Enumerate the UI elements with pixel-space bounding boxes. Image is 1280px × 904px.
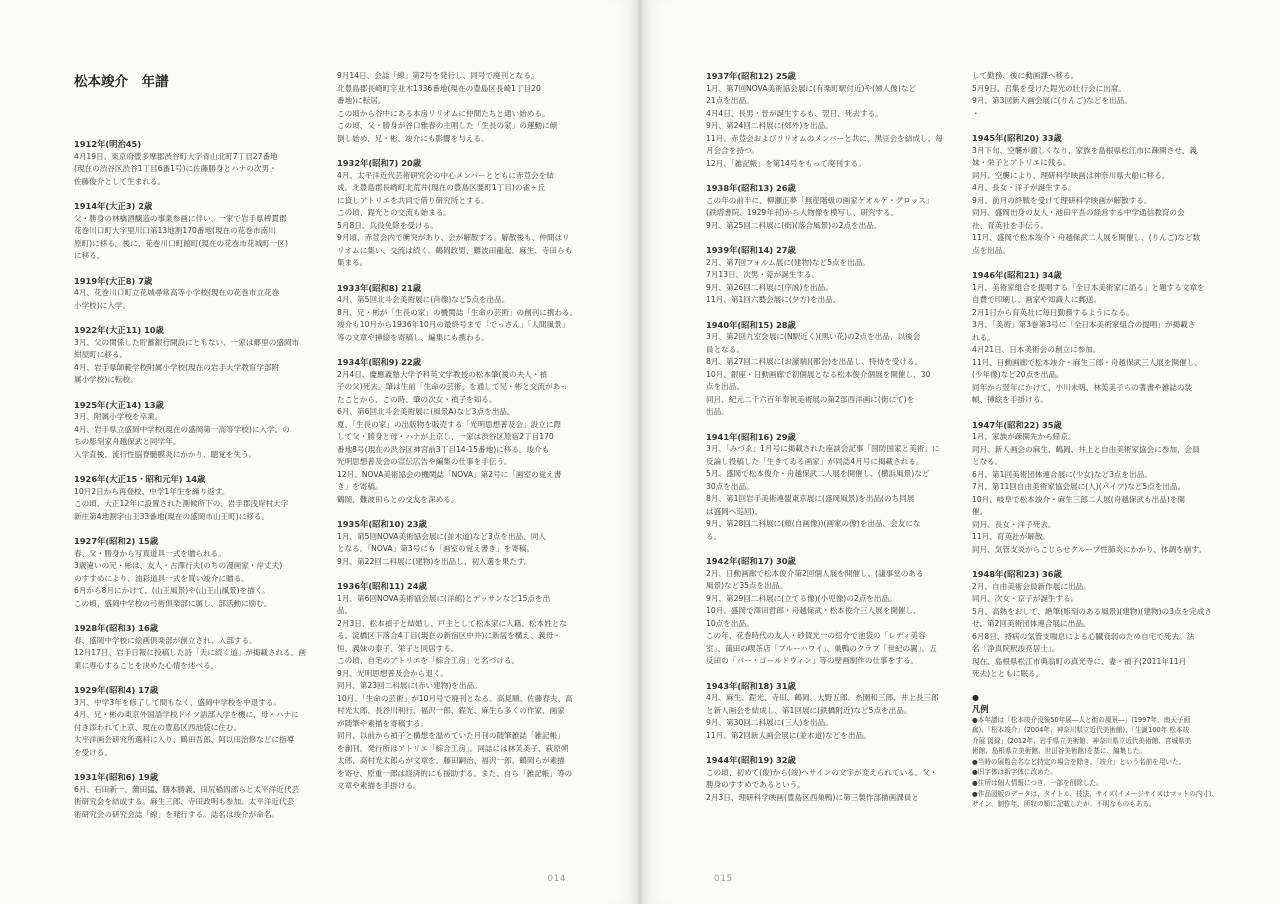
entry-year: 1936年(昭和11) 24歳	[337, 581, 427, 591]
entry-line: 2月4日、慶應義塾大学予科英文学教授の松本肇(後の夫人・禎	[337, 369, 548, 379]
entry-line: して父・勝身と母・ハナが上京し、一家は渋谷区原宿2丁目170	[337, 432, 554, 441]
entry-line: 竣介も10月から1936年10月の最終号まで「でっさん」「人間風景」	[337, 320, 570, 329]
entry-text	[706, 195, 974, 233]
entry-line: この頃、鋥光との交流も始まる。	[337, 208, 451, 217]
entry-line: この頃、父・勝身が谷口雅春の主唱した「生長の家」の運動に傾	[337, 121, 558, 130]
entry-text	[972, 581, 1240, 681]
entry-line: 催。	[972, 507, 988, 516]
entry-line: この年の前半に、柳瀬正夢「無産階級の画家ゲオルゲ・グロッス」	[706, 195, 934, 205]
chronology-entry	[706, 754, 974, 804]
chronology-entry	[74, 771, 342, 821]
entry-year: 1935年(昭和10) 23歳	[337, 519, 427, 529]
entry-line: 倒し始め、兄・彬、竣介にも影響を与える。	[337, 133, 489, 143]
entry-line: 5月9日、召集を受けた鋥光の壮行会に出席。	[972, 83, 1126, 93]
entry-line: 付き添われて上京、現在の豊島区西池袋に住む。	[74, 722, 242, 732]
entry-line: 10月、盛岡で澤田哲郎・舟越保武・松本俊介三人展を開催し、	[706, 606, 921, 615]
entry-line: 員となる。	[706, 344, 744, 354]
entry-line: リオムに集い、交流は続く。鶴岡政男、難波田龍起、麻生、寺田らも	[337, 245, 573, 255]
entry-line: 恒、義妹の泰子、栄子と同居する。	[337, 643, 459, 653]
entry-text	[972, 282, 1240, 407]
entry-line: 佐藤俊介として生まれる。	[74, 176, 166, 186]
entry-text	[706, 692, 974, 742]
right-page-column-1	[706, 70, 974, 816]
entry-text	[74, 287, 342, 312]
entry-line: 7月、第11回自由美術家協会展に(人)(パイプ)など5点を出品。	[972, 482, 1186, 491]
entry-line: 12月、「雑記帳」を第14号をもって廃刊する。	[706, 158, 866, 168]
entry-line: 成。北豊島郡長崎町北荒井(現在の豊島区要町1丁目)の雀ヶ丘	[337, 183, 546, 192]
entry-line: れる。	[972, 332, 995, 342]
legend-line: ●当時の展覧会名など特定の場合を除き、「竣介」という名前を用いた。	[972, 757, 1186, 766]
left-page	[0, 0, 638, 904]
entry-year: 1929年(昭和4) 17歳	[74, 685, 159, 695]
entry-line: (現在の渋谷区渋谷1丁目6番1号)に佐藤勝身とハナの次男・	[74, 164, 277, 173]
entry-line: 番地8号(現在の渋谷区神宮前3丁目14-15番地)に移る。竣介も	[337, 444, 550, 454]
chronology-entry	[972, 70, 1240, 120]
entry-line: 紺屋町に移る。	[74, 350, 128, 359]
entry-line: 点を出品。	[972, 245, 1010, 255]
entry-year: 1912年(明治45)	[74, 139, 142, 149]
entry-line: たことから、この時、肇の次女・禎子を知る。	[337, 394, 497, 404]
chronology-entry	[74, 200, 342, 263]
entry-line: 9月、第30回二科展に(三人)を出品。	[706, 718, 833, 727]
entry-text	[74, 411, 342, 461]
entry-line: 4月、太平洋近代芸術研究会の中心メンバーとともに赤荳会を結	[337, 170, 554, 180]
entry-line: 21点を出品。	[706, 96, 754, 105]
entry-line: 品。	[337, 606, 353, 615]
entry-text	[706, 443, 974, 543]
entry-line: ちの彫刻家舟越保武と同学年。	[74, 437, 181, 446]
entry-line: この頃、自宅のアトリエを「綜合工房」と名づける。	[337, 656, 520, 665]
entry-line: 9月、第26回二科展に(序説)を出品。	[706, 282, 833, 292]
entry-line: 同月、次女・京子が誕生する。	[972, 594, 1079, 603]
entry-line: を寄せ、原重一郎は経済的にも援助する。また、自ら「雑記帳」等の	[337, 768, 573, 778]
entry-line: 社、育英社を手伝う。	[972, 220, 1048, 230]
entry-line: この頃から谷中にある本房リリオムに仲間たちと通い始める。	[337, 108, 550, 118]
entry-line: 4月21日、日本美術会の創立に参加。	[972, 345, 1101, 354]
entry-line: 2月、自由美術会員新作展に出品。	[972, 581, 1091, 591]
entry-line: 12月17日、岩手日報に投稿した詩「天に続く道」が掲載される。画	[74, 648, 306, 657]
entry-year: 1919年(大正8) 7歳	[74, 275, 153, 286]
entry-text	[972, 70, 1240, 120]
entry-year: 1928年(昭和3) 16歳	[74, 623, 159, 633]
entry-line: 集まる。	[337, 258, 368, 267]
entry-line: き」を寄稿。	[337, 482, 383, 491]
entry-line: 6月8日、持病の気管支喘息による心臓衰弱のため自宅で死去。法	[972, 631, 1195, 641]
entry-text	[337, 531, 605, 569]
entry-line: 光明思想普及会の宣伝広告や編集の仕事を手伝う。	[337, 457, 512, 466]
legend-section	[972, 693, 1240, 810]
entry-line: 9月、光明思想普及会から退く。	[337, 668, 448, 678]
entry-line: 2月3日、松本禎子と結婚し、戸主として松本家に入籍、松本姓とな	[337, 618, 567, 628]
entry-line: 9月、第3回新人画会展に(りんご)などを出品。	[972, 96, 1132, 105]
entry-line: 8月、第27回二科展に(お濠端)(都会)を出品し、特待を受ける。	[706, 357, 923, 366]
entry-line: を受ける。	[74, 747, 112, 757]
entry-line: 同月、第23回二科展に(赤い建物)を出品。	[337, 681, 482, 690]
entry-line: 5月、高熱をおして、絶筆(彫刻のある風景)(建物)(建物)の3点を完成さ	[972, 606, 1212, 616]
entry-line: 9月、第22回二科展に(建物)を出品し、初入選を果たす。	[337, 556, 532, 566]
legend-line: 廊)、「松本竣介」(2004年、神奈川県立近代美術館)、「生誕100年 松本竣	[972, 726, 1190, 735]
entry-line: 室」、蒲田の喫茶店「ブルーハワイ」、巣鴨のクラブ「世紀の翼」、五	[706, 643, 937, 653]
entry-year: 1931年(昭和6) 19歳	[74, 772, 159, 782]
chronology-entry	[706, 431, 974, 544]
left-page-column-1	[74, 70, 342, 833]
legend-line: ●旧字体は新字体に改めた。	[972, 768, 1057, 777]
entry-line: 4月、兄・彬の東京外国語学校ドイツ語部入学を機に、母・ハナに	[74, 710, 299, 719]
entry-line: 番地)に転居。	[337, 96, 386, 105]
entry-line: 9月、第28回二科展に(顔(自画像))(画家の像)を出品、会友にな	[706, 519, 921, 528]
entry-line: 子の父)死去。肇は生前「生命の芸術」を通して兄・彬と交流があっ	[337, 382, 568, 391]
page-number: 014	[547, 874, 566, 884]
entry-line: 30点を出品。	[706, 481, 754, 491]
entry-line: に貸しアトリエを共同で借り研究所とする。	[337, 195, 489, 205]
entry-line: 8月、第1回岩手美術連盟東京展に(盛岡風景)を出品(のち同展	[706, 494, 915, 503]
chronology-entry	[706, 680, 974, 743]
entry-line: 等の文章や挿絵を寄稿し、編集にも携わる。	[337, 332, 489, 342]
entry-year: 1934年(昭和9) 22歳	[337, 357, 422, 367]
entry-line: 点を出品。	[706, 382, 744, 391]
entry-line: 3月、「美術」第3巻第3号に「全日本美術家組合の提唱」が掲載さ	[972, 320, 1196, 329]
entry-line: 4月、岩手県師範学校附属小学校(現在の岩手大学教育学部附	[74, 362, 280, 372]
entry-line: 3月、「みづゑ」1月号に掲載された座談会記事「国防国家と美術」に	[706, 444, 940, 453]
entry-line: この年、花巻時代の友人・砂賀光一の紹介で池袋の「レディ美容	[706, 631, 926, 640]
entry-line: 入学直後、流行性脳脊髄膜炎にかかり、聴覚を失う。	[74, 449, 257, 459]
right-page	[642, 0, 1280, 904]
entry-year: 1946年(昭和21) 34歳	[972, 270, 1062, 280]
entry-line: と新人画会を結成し、第1回展に(鉄橋附近)など5点を出品。	[706, 705, 912, 715]
entry-line: 9月、第25回二科展に(街)(落合風景)の2点を出品。	[706, 220, 882, 230]
chronology-entry	[74, 473, 342, 523]
legend-line: ●住所は個人情報につき、一部を削除した。	[972, 779, 1103, 788]
entry-line: 春、盛岡中学校に絵画倶楽部が創立され、入部する。	[74, 635, 257, 645]
entry-line: (少年像)など20点を出品。	[972, 370, 1064, 379]
entry-line: る。淀橋区下落合4丁目(現在の新宿区中井)に新居を構え、義母・	[337, 631, 561, 640]
entry-line: 12月、NOVA美術協会の機関誌「NOVA」第2号に「画室の覚え書	[337, 469, 562, 479]
entry-line: 現在、島根県松江市典翁町の真光寺に、妻・禎子(2011年11月	[972, 656, 1187, 666]
entry-line: 名「浄真院釈竣亮居士」。	[972, 644, 1060, 653]
entry-text	[706, 331, 974, 419]
entry-line: 4月、第5回北斗会美術展に(肖像)など5点を出品。	[337, 295, 510, 304]
entry-line: 術研究会の研究会誌「線」を発行する。誌名は竣介が命名。	[74, 809, 280, 819]
entry-line: 小学校)に入学。	[74, 300, 131, 310]
chronology-entry	[972, 419, 1240, 557]
chronology-entry	[74, 275, 342, 313]
entry-text	[706, 83, 974, 171]
entry-line: 妹・栄子とアトリエに残る。	[972, 158, 1071, 167]
entry-year: 1942年(昭和17) 30歳	[706, 556, 796, 566]
entry-line: 1月、第6回NOVA美術協会展に(洋館)とデッサンなど15点を出	[337, 593, 551, 603]
entry-line: 鶴岡、難波田らとの交友を深める。	[337, 494, 459, 504]
entry-line: る。	[706, 531, 722, 541]
entry-line: 同月、新人画会の麻生、鶴岡、井上と自由美術家協会に参加、会員	[972, 444, 1200, 454]
entry-line: して勤務、後に動画課へ移る。	[972, 71, 1079, 80]
chronology-entry	[74, 684, 342, 759]
entry-text	[972, 145, 1240, 258]
chronology-entry	[337, 356, 605, 506]
right-page-column-2	[972, 70, 1240, 810]
entry-line: を創刊。発行所はアトリエ「綜合工房」。同誌には林芙美子、萩原朔	[337, 743, 569, 753]
chronology-entry	[337, 580, 605, 793]
entry-line: 4月、花巻川口町立花城尋常高等小学校(現在の花巻市立花巻	[74, 288, 280, 297]
entry-line: 村光太郎、長谷川利行、福沢一郎、鋥光、麻生ら多くの作家、画家	[337, 706, 565, 715]
entry-year: 1947年(昭和22) 35歳	[972, 419, 1062, 430]
entry-line: 出品。	[706, 407, 729, 416]
entry-line: 11月、第2回新人画会展に(並木道)などを出品。	[706, 730, 871, 740]
entry-line: 4月4日、長男・晉が誕生するも、翌日、死去する。	[706, 108, 883, 118]
entry-line: (鉄塔書院、1929年刊)から人物像を模写し、研究する。	[706, 208, 899, 217]
entry-line: 同月、長女・洋子死去。	[972, 519, 1056, 529]
entry-year: 1940年(昭和15) 28歳	[706, 319, 796, 330]
legend-line: ●本年譜は「松本竣介没後50年展―人と街の風景―」(1997年、南天子画	[972, 715, 1191, 724]
legend-line: 介展 図録」(2012年、岩手県立美術館、神奈川県立近代美術館、宮城県美	[972, 736, 1192, 745]
entry-line: 11月、赤荳会およびリリオムのメンバーと共に、黒豆会を結成し、毎	[706, 133, 943, 143]
entry-line: 同月、以前から禎子と構想を温めていた月刊の随筆雑誌「雑記帳」	[337, 731, 565, 740]
entry-line: 反論し投稿した「生きてゐる画家」が同誌4月号に掲載される。	[706, 456, 924, 466]
entry-line: 10月2日から再登校、中学1年生を繰り返す。	[74, 486, 230, 496]
entry-line: 3月、附属小学校を卒業。	[74, 412, 163, 421]
entry-line: 2月3日、理研科学映画(豊島区西巣鴨)に第三製作部描画課員と	[706, 792, 920, 802]
entry-year: 1932年(昭和7) 20歳	[337, 158, 422, 168]
entry-year: 1948年(昭和23) 36歳	[972, 569, 1062, 579]
entry-text	[337, 170, 605, 270]
entry-line: 勝身のすすめであるという。	[706, 780, 805, 789]
entry-text	[337, 70, 605, 145]
entry-year: 1941年(昭和16) 29歳	[706, 431, 796, 442]
chronology-entry	[706, 555, 974, 668]
entry-year: 1922年(大正11) 10歳	[74, 325, 164, 335]
entry-line: 6月、第6回北斗会美術展に(風景A)など3点を出品。	[337, 407, 515, 416]
entry-line: ・	[972, 108, 980, 118]
entry-line: 4月、麻生、鋥光、寺田、鶴岡、大野五郎、糸園和三郎、井上長三郎	[706, 693, 939, 702]
entry-line: 3月、第2回九室会展に(N駅近く)(黒い花)の2点を出品、以後会	[706, 332, 921, 341]
entry-line: 10月、「生命の芸術」が10月号で廃刊となる。高見順、佐藤春夫、高	[337, 693, 573, 703]
entry-text	[337, 369, 605, 507]
entry-text	[706, 568, 974, 668]
chronology-entry	[74, 622, 342, 672]
entry-line: 花巻川口町大字里川口第13地割170番地(現在の花巻市南川	[74, 226, 276, 235]
entry-line: 術研究会を結成する。麻生三郎、寺田政明も参加。太平洋近代芸	[74, 797, 295, 806]
entry-year: 1926年(大正15・昭和元年) 14歳	[74, 474, 206, 484]
entry-line: この頃、初めて(俊)から(竣)へサインの文字が変えられている。父・	[706, 767, 938, 777]
entry-year: 1944年(昭和19) 32歳	[706, 755, 796, 765]
entry-line: 3歳違いの兄・彬は、友人・古澤行夫(のちの漫画家・岸丈夫)	[74, 561, 283, 570]
entry-year: 1938年(昭和13) 26歳	[706, 183, 796, 193]
page-title: 松本竣介 年譜	[74, 74, 169, 90]
entry-line: 10月、銀座・日動画廊で初個展となる松本俊介個展を開催し、30	[706, 369, 931, 379]
entry-line: 同月、空襲により、理研科学映画は神奈川県大船に移る。	[972, 170, 1170, 180]
entry-line: 業に専心することを決めた心情を述べる。	[74, 660, 219, 670]
entry-line: 1月、美術家組合を提唱する「全日本美術家に諮る」と題する文章を	[972, 282, 1205, 292]
entry-line: 死去)とともに眠る。	[972, 669, 1044, 678]
entry-text	[972, 431, 1240, 556]
entry-text	[74, 486, 342, 524]
entry-line: 2月、日動画廊で松本俊介第2回個人展を開催し、(議事堂のある	[706, 568, 924, 578]
entry-line: 11月、盛岡で松本竣介・舟越保武二人展を開催し、(りんご)など数	[972, 233, 1201, 242]
entry-line: 9月、第29回二科展に(立てる像)(小児像)の2点を出品。	[706, 593, 897, 603]
entry-line: 3月、中学3年を修了して間もなく、盛岡中学校を中退する。	[74, 697, 281, 707]
chronology-entry	[972, 269, 1240, 407]
entry-line: 1月、第7回NOVA美術協会展に(有楽町駅付近)や(婦人像)など	[706, 83, 917, 93]
entry-line: 1月、家族が疎開先から帰京。	[972, 432, 1076, 441]
chronology-entry	[706, 182, 974, 232]
entry-line: となる。「NOVA」第3号にも「画室の覚え書き」を寄稿。	[337, 544, 535, 553]
entry-text	[337, 593, 605, 793]
entry-text	[74, 635, 342, 673]
entry-line: 同月、気管支炎からこじらせクループ性肺炎にかかり、体調を崩す。	[972, 544, 1206, 554]
entry-line: 4月19日、東京府豊多摩郡渋谷町大字青山北町7丁目27番地	[74, 151, 278, 161]
entry-line: 2月1日から育英社に毎日勤務するようになる。	[972, 307, 1134, 317]
entry-line: 北豊島郡長崎町字並木1336番地(現在の豊島区長崎1丁目20	[337, 83, 541, 93]
entry-line: 月会合を持つ。	[706, 146, 759, 155]
entry-year: 1939年(昭和14) 27歳	[706, 245, 796, 255]
entry-line: 11月、日動画廊で松本竣介・麻生三郎・舟越保武三人展を開催し、	[972, 357, 1202, 367]
entry-line: 5月、盛岡で松本俊介・舟越保武二人展を開催し、(横浜風景)など	[706, 469, 930, 478]
entry-text	[706, 767, 974, 805]
entry-year: 1945年(昭和20) 33歳	[972, 133, 1062, 143]
entry-line: 属小学校)に転校。	[74, 375, 138, 384]
entry-line: 4月、岩手県立盛岡中学校(現在の盛岡第一高等学校)に入学。の	[74, 424, 290, 434]
entry-line: 7月13日、次男・莞が誕生する。	[706, 270, 820, 279]
entry-line: 11月、育英社が解散。	[972, 532, 1051, 541]
entry-text	[74, 784, 342, 822]
entry-line: 11月、第1回六藝会展に(夕方)を出品。	[706, 295, 841, 304]
entry-line: この頃、大正12年に設置された測候所下の、岩手郡浅岸村大字	[74, 499, 289, 508]
entry-year: 1914年(大正3) 2歳	[74, 201, 153, 211]
chronology-entry	[74, 399, 342, 462]
entry-line: 反田の「バー・ゴールドウィン」等の壁画制作の仕事をする。	[706, 656, 919, 665]
entry-line: この頃、盛岡中学校の弓術倶楽部に属し、部活動に励む。	[74, 598, 272, 608]
entry-text	[74, 548, 342, 611]
entry-line: 風景)など35点を出品。	[706, 581, 787, 590]
entry-line: に移る。	[74, 251, 105, 260]
chronology-entry	[972, 132, 1240, 257]
entry-year: 1933年(昭和8) 21歳	[337, 282, 422, 293]
entry-text	[74, 337, 342, 387]
legend-bullet: ●	[972, 692, 979, 702]
entry-year: 1925年(大正14) 13歳	[74, 399, 164, 410]
entry-line: が随筆や素描を寄稿する。	[337, 718, 429, 728]
legend-line: ●作品図版のデータは、タイトル、技法、サイズ(イメージサイズはマットの内寸)、	[972, 789, 1219, 798]
chronology-entry	[972, 568, 1240, 681]
entry-line: となる。	[972, 457, 1003, 466]
entry-year: 1937年(昭和12) 25歳	[706, 71, 796, 81]
legend-title: 凡例	[972, 703, 989, 714]
entry-line: 幀、挿絵を手掛ける。	[972, 395, 1048, 404]
entry-line: 8月、兄・彬が「生長の家」の機関誌「生命の芸術」の創刊に携わる。	[337, 307, 578, 317]
entry-text	[337, 294, 605, 344]
entry-line: 自費で印刷し、画家や知識人に郵送。	[972, 295, 1102, 304]
entry-year: 1943年(昭和18) 31歳	[706, 680, 796, 691]
chronology-entry	[74, 535, 342, 610]
chronology-entry	[74, 138, 342, 188]
entry-text	[74, 697, 342, 760]
entry-text	[74, 151, 342, 189]
entry-line: 太郎、高村光太郎らが文章を、藤田嗣治、福沢一郎、鶴岡らが素描	[337, 756, 565, 765]
entry-line: 同月、盛岡出身の友人・池田平吾の経営する中学通信教育の会	[972, 208, 1185, 217]
entry-line: 夏、「生長の家」の出版物を販売する「光明思想普及会」設立に際	[337, 419, 562, 429]
chronology-entry	[337, 282, 605, 345]
entry-line: 原町)に移る。後に、花巻川口町館町(現在の花巻市花城町一区)	[74, 238, 288, 248]
chronology-entry	[337, 518, 605, 568]
entry-line: は盛岡へ巡回)。	[706, 506, 763, 516]
entry-year: 1927年(昭和2) 15歳	[74, 536, 159, 546]
entry-line: 同年から翌年にかけて、小川未明、林芙美子らの著書や雑誌の装	[972, 382, 1193, 392]
page-number: 015	[714, 874, 733, 884]
entry-line: 3月、父の関係した貯蓄銀行開設にともない、一家は郷里の盛岡市	[74, 337, 300, 347]
entry-line: 10月、岐阜で松本竣介・麻生三郎二人展(舟越保武も出品)を開	[972, 494, 1186, 504]
entry-line: 春、父・勝身から写真道具一式を贈られる。	[74, 548, 226, 558]
entry-text	[706, 257, 974, 307]
entry-line: 同月、紀元二千六百年奉祝美術展の第2部西洋画に(街にて)を	[706, 394, 915, 404]
entry-line: 10点を出品。	[706, 618, 754, 628]
entry-line: 6月、第1回美術団体連合展に(少女)など3点を出品。	[972, 469, 1152, 479]
entry-line: せ、第2回美術団体連合展に出品。	[972, 619, 1091, 628]
entry-line: 9月頃、赤荳会内で衝突があり、会が解散する。解散後も、仲間はリ	[337, 233, 570, 242]
legend-line: サイン、制作年、所収の順に記載したが、不明なものもある。	[972, 800, 1156, 809]
entry-line: 9月14日、会誌「線」第2号を発行し、同号で廃刊となる。	[337, 71, 539, 80]
entry-line: のすすめにより、油彩道具一式を買い竣介に贈る。	[74, 573, 249, 583]
entry-line: 2月、第7回フォルム展に(建物)など5点を出品。	[706, 257, 871, 267]
chronology-entry	[74, 324, 342, 387]
entry-line: 文章や素描を手掛ける。	[337, 781, 421, 790]
chronology-entry	[706, 70, 974, 170]
chronology-entry	[337, 70, 605, 145]
entry-line: 父・勝身の林檎酒醸造の事業参画に伴い、一家で岩手県稗貫郡	[74, 213, 287, 223]
entry-text	[74, 213, 342, 263]
entry-line: 6月、石田新一、薗田猛、膳本勝義、田尻稲四郎らと太平洋近代芸	[74, 784, 300, 794]
entry-line: 4月、長女・洋子が誕生する。	[972, 183, 1076, 192]
entry-line: 新庄第4地割字山王33番地(現在の盛岡市山王町)に移る。	[74, 511, 270, 521]
entry-line: 1月、第5回NOVA美術協会展に(並木道)など3点を出品、同人	[337, 531, 546, 541]
chronology-entry	[706, 319, 974, 419]
chronology-entry	[706, 244, 974, 307]
entry-line: 3月下旬、空襲が激しくなり、家族を島根県松江市に疎開させ、義	[972, 145, 1197, 155]
entry-line: 太平洋画会研究所選科に入り、鶴田吾郎、阿以田治修などに指導	[74, 735, 295, 744]
entry-line: 9月、前月の終戦を受けて理研科学映画が解散する。	[972, 195, 1152, 205]
legend-text	[972, 715, 1240, 810]
entry-line: 6月から8月にかけて、(山王風景)や(山王山風景)を描く。	[74, 586, 270, 595]
entry-line: 5月8日、兵役免除を受ける。	[337, 220, 438, 230]
entry-line: 9月、第24回二科展に(郊外)を出品。	[706, 121, 833, 130]
chronology-entry	[337, 157, 605, 270]
legend-line: 術館、島根県立美術館、世田谷美術館)を基に、編集した。	[972, 747, 1147, 756]
left-page-column-2	[337, 70, 605, 805]
